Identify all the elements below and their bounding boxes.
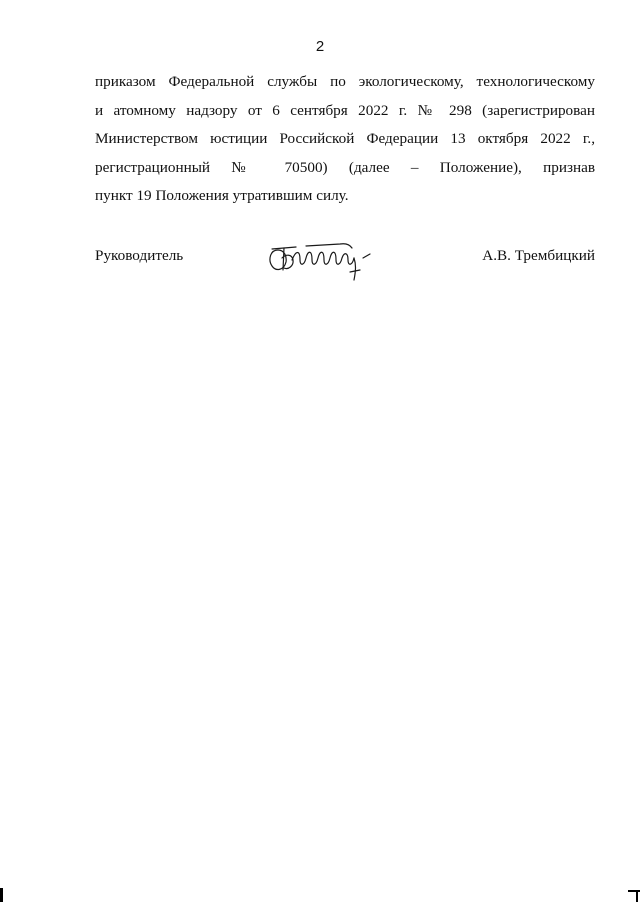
scan-edge-mark (0, 888, 3, 902)
signatory-title: Руководитель (95, 247, 184, 264)
body-line: пункт 19 Положения утратившим силу. (95, 187, 349, 204)
scan-edge-mark (628, 890, 640, 892)
signatory-name: А.В. Трембицкий (482, 247, 595, 264)
body-line: и атомному надзору от 6 сентября 2022 г. № 298 (зарегистрирован (95, 101, 595, 119)
handwritten-signature (266, 236, 384, 282)
page-number: 2 (315, 38, 325, 55)
body-line: регистрационный № 70500) (далее – Положение), признав (95, 158, 595, 176)
scan-edge-mark (636, 890, 638, 902)
body-line: Министерством юстиции Российской Федерации 13 октября 2022 г., (95, 130, 595, 147)
body-paragraph (95, 68, 595, 211)
body-line: приказом Федеральной службы по экологическому, технологическому (95, 73, 595, 90)
